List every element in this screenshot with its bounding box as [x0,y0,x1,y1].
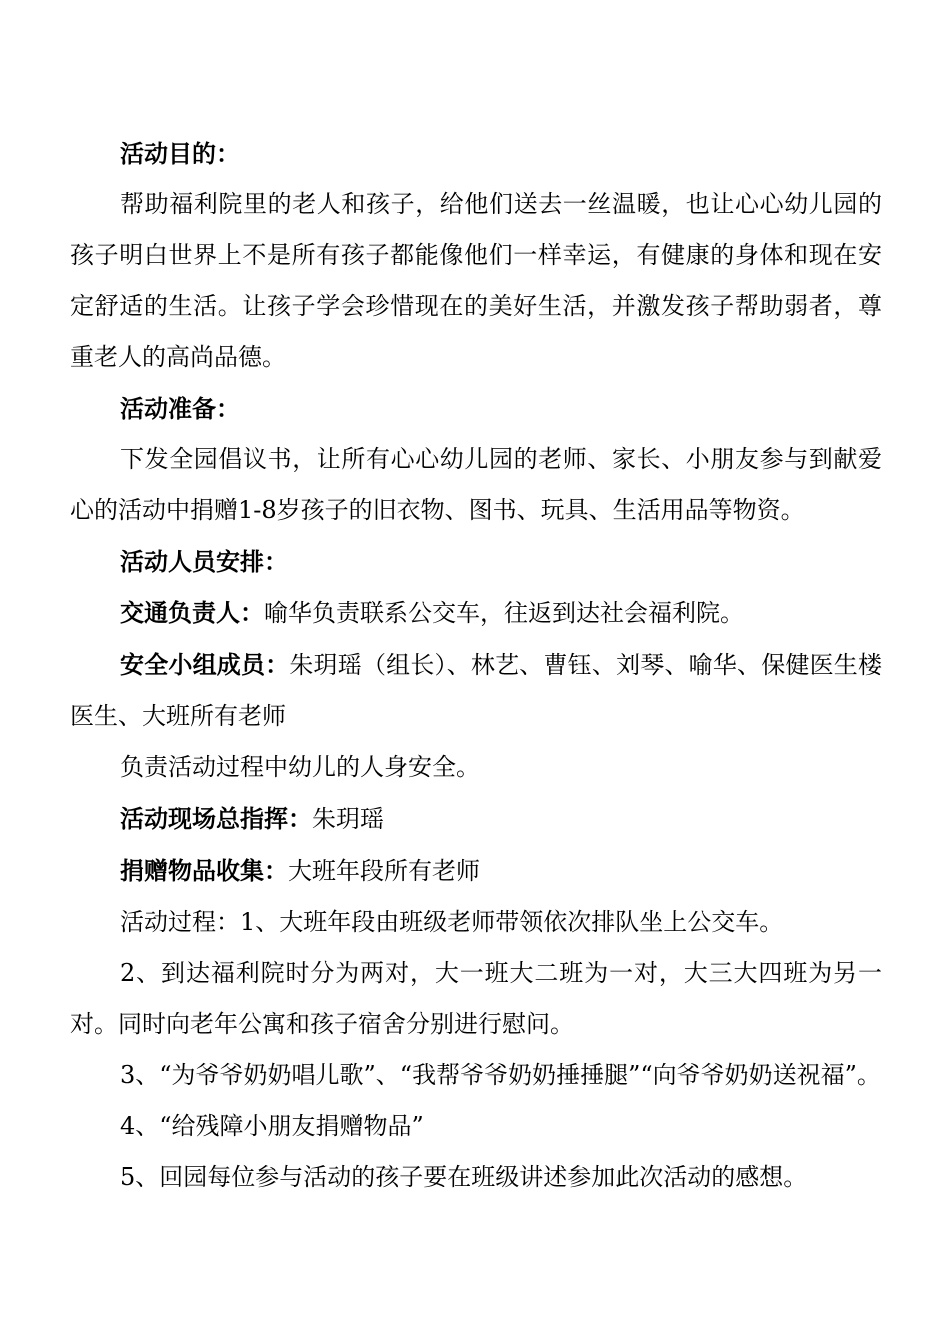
preparation-paragraph: 下发全园倡议书，让所有心心幼儿园的老师、家长、小朋友参与到献爱心的活动中捐赠1-8岁孩子的旧衣物、图书、玩具、生活用品等物资。 [70,445,882,524]
process-step-5: 5、回园每位参与活动的孩子要在班级讲述参加此次活动的感想。 [120,1163,808,1191]
safety-value: 朱玥瑶（组长）、林艺、曹钰、刘琴、喻华、保健医生楼医生、大班所有老师 [70,651,883,730]
transport-label: 交通负责人： [120,598,264,627]
commander-value: 朱玥瑶 [312,805,384,833]
process-step-1: 活动过程：1、大班年段由班级老师带领依次排队坐上公交车。 [120,908,784,936]
commander-line [70,793,882,845]
document-body [70,128,882,1203]
collection-value: 大班年段所有老师 [288,857,480,885]
preparation-heading: 活动准备： [120,394,240,423]
safety-label: 安全小组成员： [120,650,290,679]
collection-line [70,845,882,897]
commander-label: 活动现场总指挥： [120,804,312,833]
safety-line [70,639,882,742]
staff-heading: 活动人员安排： [120,547,288,576]
process-step-3: 3、“为爷爷奶奶唱儿歌”、“我帮爷爷奶奶捶捶腿”“向爷爷奶奶送祝福”。 [120,1061,881,1089]
process-step-4: 4、“给残障小朋友捐赠物品” [120,1112,424,1140]
safety-duty: 负责活动过程中幼儿的人身安全。 [120,753,480,781]
purpose-heading: 活动目的： [120,139,240,168]
transport-line [70,587,882,639]
purpose-paragraph: 帮助福利院里的老人和孩子，给他们送去一丝温暖，也让心心幼儿园的孩子明白世界上不是所有孩子都能像他们一样幸运，有健康的身体和现在安定舒适的生活。让孩子学会珍惜现在的美好生活，并激发孩子帮助弱者，尊重老人的高尚品德。 [70,190,882,371]
transport-value: 喻华负责联系公交车，往返到达社会福利院。 [264,599,744,627]
process-step-2: 2、到达福利院时分为两对，大一班大二班为一对，大三大四班为另一对。同时向老年公寓和孩子宿舍分别进行慰问。 [70,959,882,1038]
collection-label: 捐赠物品收集： [120,856,288,885]
